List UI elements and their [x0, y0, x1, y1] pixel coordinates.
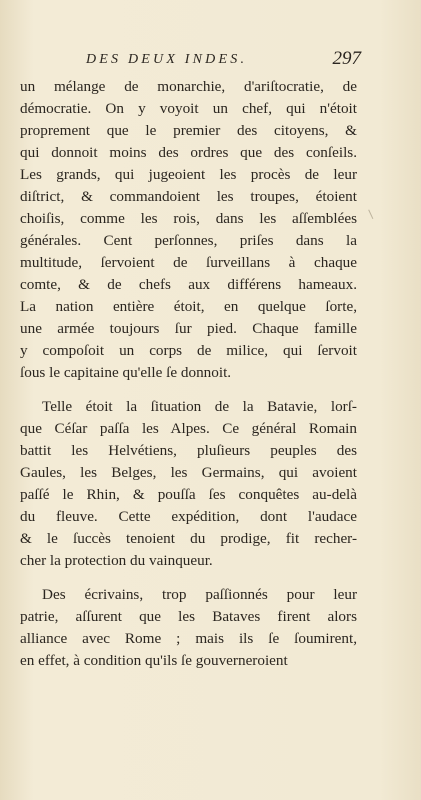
text-line: du fleuve. Cette expédition, dont l'audace: [20, 508, 357, 525]
text-line: battit les Helvétiens, pluſieurs peuples des: [20, 442, 357, 459]
text-line: comte, & de chefs aux différens hameaux.: [20, 276, 357, 293]
text-line: paſſé le Rhin, & pouſſa ſes conquêtes au-delà: [20, 486, 357, 503]
paragraph-gap: [20, 384, 357, 396]
running-head-title: DES DEUX INDES.: [86, 52, 248, 67]
text-line: patrie, aſſurent que les Bataves firent alors: [20, 608, 357, 625]
text-line: Gaules, les Belges, les Germains, qui avoient: [20, 464, 357, 481]
text-line: qui donnoit moins des ordres que des conſeils.: [20, 144, 357, 161]
text-line: une armée toujours ſur pied. Chaque famille: [20, 320, 357, 337]
running-head: [86, 48, 361, 72]
paragraph: [20, 396, 357, 572]
body-text: [20, 76, 357, 672]
text-line: Des écrivains, trop paſſionnés pour leur: [42, 586, 357, 603]
paragraph: [20, 584, 357, 672]
text-line: un mélange de monarchie, d'ariſtocratie, de: [20, 78, 357, 95]
text-line: ſous le capitaine qu'elle ſe donnoit.: [20, 364, 232, 381]
text-line: démocratie. On y voyoit un chef, qui n'étoit: [20, 100, 357, 117]
margin-pencil-mark: [368, 207, 379, 219]
text-line: générales. Cent perſonnes, priſes dans la: [20, 232, 357, 249]
text-line: choiſis, comme les rois, dans les aſſemblées: [20, 210, 357, 227]
text-line: diſtrict, & commandoient les troupes, étoient: [20, 188, 357, 205]
text-line: & le ſuccès tenoient du prodige, fit recher-: [20, 530, 357, 547]
text-line: en effet, à condition qu'ils ſe gouverneroient: [20, 652, 288, 669]
text-line: Telle étoit la ſituation de la Batavie, lorſ-: [42, 398, 357, 415]
text-line: cher la protection du vainqueur.: [20, 552, 213, 569]
text-line: Les grands, qui jugeoient les procès de leur: [20, 166, 357, 183]
paragraph-gap: [20, 572, 357, 584]
text-line: proprement que le premier des citoyens, &: [20, 122, 357, 139]
text-line: multitude, ſervoient de ſurveillans à chaque: [20, 254, 357, 271]
text-line: alliance avec Rome ; mais ils ſe ſoumirent,: [20, 630, 357, 647]
text-line: La nation entière étoit, en quelque ſorte,: [20, 298, 357, 315]
paragraph: [20, 76, 357, 384]
page-number: 297: [332, 48, 361, 69]
text-line: que Céſar paſſa les Alpes. Ce général Romain: [20, 420, 357, 437]
text-line: y compoſoit un corps de milice, qui ſervoit: [20, 342, 357, 359]
